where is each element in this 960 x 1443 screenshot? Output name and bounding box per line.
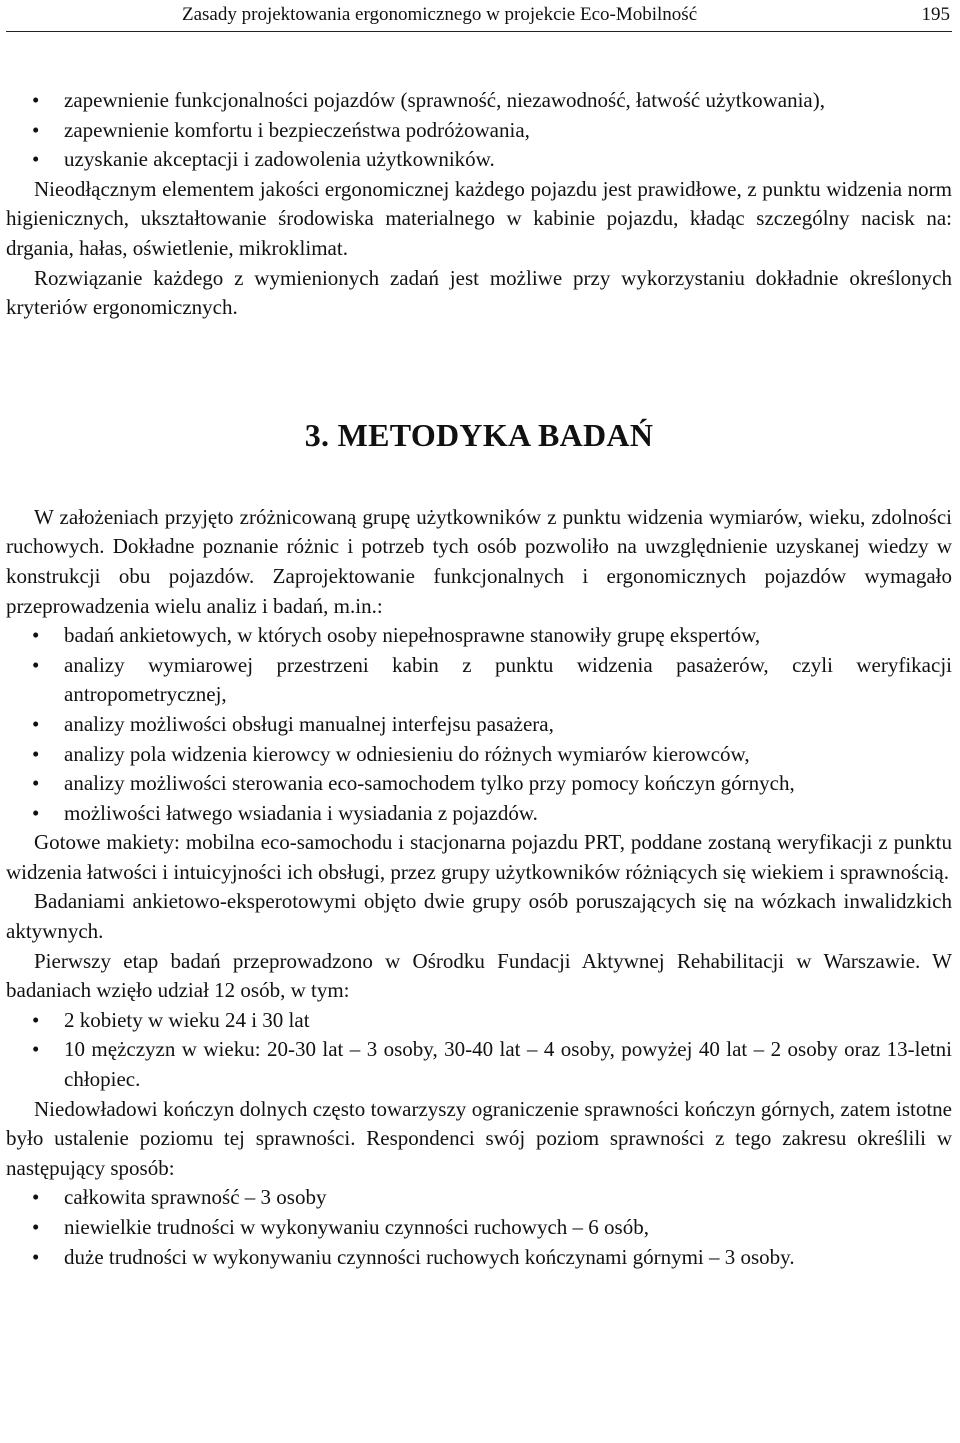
list-item: • analizy wymiarowej przestrzeni kabin z punktu widzenia pasażerów, czyli weryfikacji antropometrycznej,: [6, 651, 952, 710]
participants-bullet-list: [6, 1006, 952, 1095]
running-header: [6, 0, 952, 32]
paragraph: W założeniach przyjęto zróżnicowaną grupę użytkowników z punktu widzenia wymiarów, wieku, zdolności ruchowych. Dokładne poznanie różnic i potrzeb tych osób pozwoliło na uwzględnienie uzyskanej wiedzy w konstrukcji obu pojazdów. Zaprojektowanie funkcjonalnych i ergonomicznych pojazdów wymagało przeprowadzenia wielu analiz i badań, m.in.:: [6, 504, 952, 618]
list-item: • całkowita sprawność – 3 osoby: [6, 1183, 952, 1213]
research-bullet-list: [6, 621, 952, 828]
list-item: • analizy możliwości obsługi manualnej interfejsu pasażera,: [6, 710, 952, 740]
paragraph: Niedowładowi kończyn dolnych często towarzyszy ograniczenie sprawności kończyn górnych, zatem istotne było ustalenie poziomu tej sprawności. Respondenci swój poziom sprawności z tego zakresu określili w następujący sposób:: [6, 1096, 952, 1180]
ability-bullet-list: [6, 1183, 952, 1272]
page-content: [6, 86, 952, 1272]
paragraph: Nieodłącznym elementem jakości ergonomicznej każdego pojazdu jest prawidłowe, z punktu widzenia norm higienicznych, ukształtowanie środowiska materialnego w kabinie pojazdu, kładąc szczególny nacisk na: drgania, hałas, oświetlenie, mikroklimat.: [6, 176, 952, 260]
list-item: • badań ankietowych, w których osoby niepełnosprawne stanowiły grupę ekspertów,: [6, 621, 952, 651]
list-item: • 10 mężczyzn w wieku: 20-30 lat – 3 osoby, 30-40 lat – 4 osoby, powyżej 40 lat – 2 osoby oraz 13-letni chłopiec.: [6, 1035, 952, 1094]
page-number: 195: [921, 4, 950, 25]
list-item: • uzyskanie akceptacji i zadowolenia użytkowników.: [6, 145, 952, 175]
list-item: • możliwości łatwego wsiadania i wysiadania z pojazdów.: [6, 799, 952, 829]
list-item: • 2 kobiety w wieku 24 i 30 lat: [6, 1006, 952, 1036]
section-heading: 3. METODYKA BADAŃ: [304, 416, 654, 453]
list-item: • zapewnienie funkcjonalności pojazdów (sprawność, niezawodność, łatwość użytkowania),: [6, 86, 952, 116]
paragraph: Rozwiązanie każdego z wymienionych zadań jest możliwe przy wykorzystaniu dokładnie określonych kryteriów ergonomicznych.: [6, 265, 952, 320]
list-item: • analizy pola widzenia kierowcy w odniesieniu do różnych wymiarów kierowców,: [6, 740, 952, 770]
list-item: • zapewnienie komfortu i bezpieczeństwa podróżowania,: [6, 116, 952, 146]
header-title: Zasady projektowania ergonomicznego w projekcie Eco-Mobilność: [182, 4, 698, 25]
list-item: • duże trudności w wykonywaniu czynności ruchowych kończynami górnymi – 3 osoby.: [6, 1243, 952, 1273]
list-item: • analizy możliwości sterowania eco-samochodem tylko przy pomocy kończyn górnych,: [6, 769, 952, 799]
paragraph: Badaniami ankietowo-eksperotowymi objęto dwie grupy osób poruszających się na wózkach inwalidzkich aktywnych.: [6, 889, 952, 944]
paragraph: Gotowe makiety: mobilna eco-samochodu i stacjonarna pojazdu PRT, poddane zostaną weryfikacji z punktu widzenia łatwości i intuicyjności ich obsługi, przez grupy użytkowników różniących się wiekiem i sprawnością.: [6, 830, 952, 884]
paragraph: Pierwszy etap badań przeprowadzono w Ośrodku Fundacji Aktywnej Rehabilitacji w Warszawie. W badaniach wzięło udział 12 osób, w tym:: [6, 948, 952, 1003]
intro-bullet-list: [6, 86, 952, 175]
list-item: • niewielkie trudności w wykonywaniu czynności ruchowych – 6 osób,: [6, 1213, 952, 1243]
